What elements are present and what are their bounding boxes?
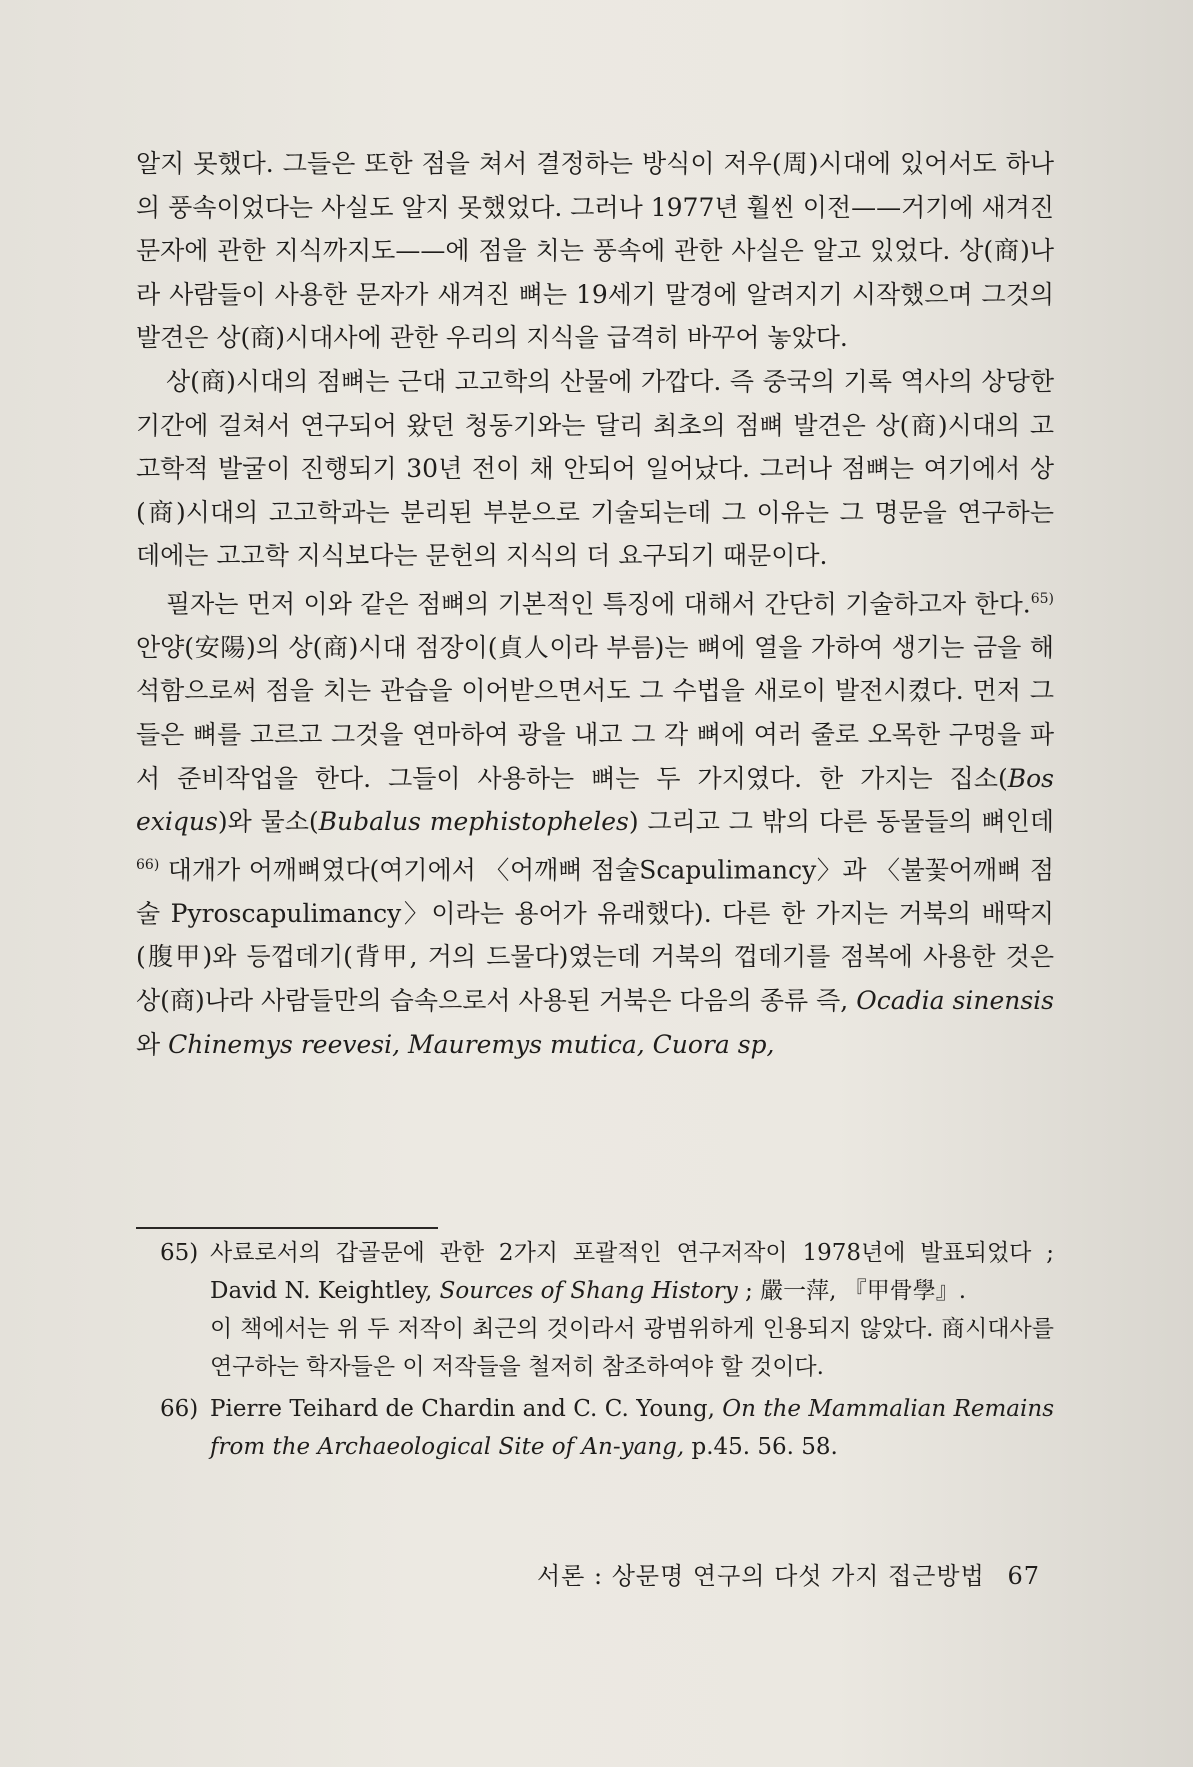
main-text — [136, 142, 1054, 1066]
footnotes — [160, 1234, 1054, 1470]
paragraph-3-text-e: 대개가 어깨뼈였다(여기에서 〈어깨뼈 점술Scapulimancy〉과 〈불꽃어깨뼈 점술 Pyroscapulimancy〉이라는 용어가 유래했다). 다른 한 가지는 거북의 배딱지(腹甲)와 등껍데기(背甲, 거의 드물다)였는데 거북의 껍데기를 점복에 사용한 것은 상(商)나라 사람들만의 습속으로서 사용된 거북은 다음의 종류 즉, — [136, 855, 1054, 1015]
footnote-ref-66: 66) — [136, 856, 160, 873]
paragraph-3-text-a: 필자는 먼저 이와 같은 점뼈의 기본적인 특징에 대해서 간단히 기술하고자 한다. — [166, 589, 1031, 619]
species-name-bos: Bos exiqus — [136, 763, 1054, 837]
footnote-divider — [136, 1227, 438, 1229]
footnote-body-65 — [210, 1234, 1054, 1386]
species-name-ocadia: Ocadia sinensis — [856, 985, 1054, 1015]
footnote-66-authors: Pierre Teihard de Chardin and C. C. Young, — [210, 1396, 723, 1422]
paragraph-3-text-c: )와 물소( — [217, 807, 319, 837]
species-name-bubalus: Bubalus mephistopheles — [318, 807, 629, 837]
paragraph-3-text-d: ) 그리고 그 밖의 다른 동물들의 뼈인데 — [628, 807, 1054, 837]
footnote-65-note: 이 책에서는 위 두 저작이 최근의 것이라서 광범위하게 인용되지 않았다. 商시대사를 연구하는 학자들은 이 저작들을 철저히 참조하여야 할 것이다. — [210, 1316, 1054, 1380]
footnote-65-text-b: ; 嚴一萍, 『甲骨學』. — [737, 1278, 967, 1304]
footnote-66-citation — [210, 1390, 1054, 1466]
running-title: 서론 : 상문명 연구의 다섯 가지 접근방법 — [537, 1562, 985, 1590]
page-number: 67 — [1007, 1562, 1040, 1590]
footnote-65-text-a: 사료로서의 갑골문에 관한 2가지 포괄적인 연구저작이 1978년에 발표되었다 ; David N. Keightley, — [210, 1240, 1054, 1304]
running-footer — [500, 1556, 1040, 1591]
footnote-number-66: 66) — [160, 1396, 199, 1422]
footnote-65 — [160, 1234, 1054, 1386]
footnote-66-title: On the Mammalian Remains from the Archaeological Site of An-yang, — [210, 1396, 1054, 1460]
species-name-list: Chinemys reevesi, Mauremys mutica, Cuora sp, — [168, 1029, 775, 1059]
paragraph-2: 상(商)시대의 점뼈는 근대 고고학의 산물에 가깝다. 즉 중국의 기록 역사의 상당한 기간에 걸쳐서 연구되어 왔던 청동기와는 달리 최초의 점뼈 발견은 상(商)시대의 고고학적 발굴이 진행되기 30년 전이 채 안되어 일어났다. 그러나 점뼈는 여기에서 상(商)시대의 고고학과는 분리된 부분으로 기술되는데 그 이유는 그 명문을 연구하는 데에는 고고학 지식보다는 문헌의 지식의 더 요구되기 때문이다. — [136, 366, 1054, 571]
paragraph-3-conjunction: 와 — [136, 1029, 161, 1059]
footnote-65-citation — [210, 1234, 1054, 1310]
footnote-66 — [160, 1390, 1054, 1466]
footnote-ref-65: 65) — [1030, 590, 1054, 607]
paragraph-3 — [136, 578, 1054, 1066]
footnote-66-pages: p.45. 56. 58. — [684, 1434, 838, 1460]
paragraph-1: 알지 못했다. 그들은 또한 점을 쳐서 결정하는 방식이 저우(周)시대에 있어서도 하나의 풍속이었다는 사실도 알지 못했었다. 그러나 1977년 훨씬 이전——거기에 새겨진 문자에 관한 지식까지도——에 점을 치는 풍속에 관한 사실은 알고 있었다. 상(商)나라 사람들이 사용한 문자가 새겨진 뼈는 19세기 말경에 알려지기 시작했으며 그것의 발견은 상(商)시대사에 관한 우리의 지식을 급격히 바꾸어 놓았다. — [136, 149, 1054, 353]
footnote-65-book-title: Sources of Shang History — [439, 1278, 738, 1304]
paragraph-3-text-b: 안양(安陽)의 상(商)시대 점장이(貞人이라 부름)는 뼈에 열을 가하여 생기는 금을 해석함으로써 점을 치는 관습을 이어받으면서도 그 수법을 새로이 발전시켰다. 먼저 그들은 뼈를 고르고 그것을 연마하여 광을 내고 그 각 뼈에 여러 줄로 오목한 구멍을 파서 준비작업을 한다. 그들이 사용하는 뼈는 두 가지였다. 한 가지는 집소( — [136, 632, 1054, 793]
footnote-number-65: 65) — [160, 1240, 199, 1266]
footnote-body-66 — [210, 1390, 1054, 1466]
